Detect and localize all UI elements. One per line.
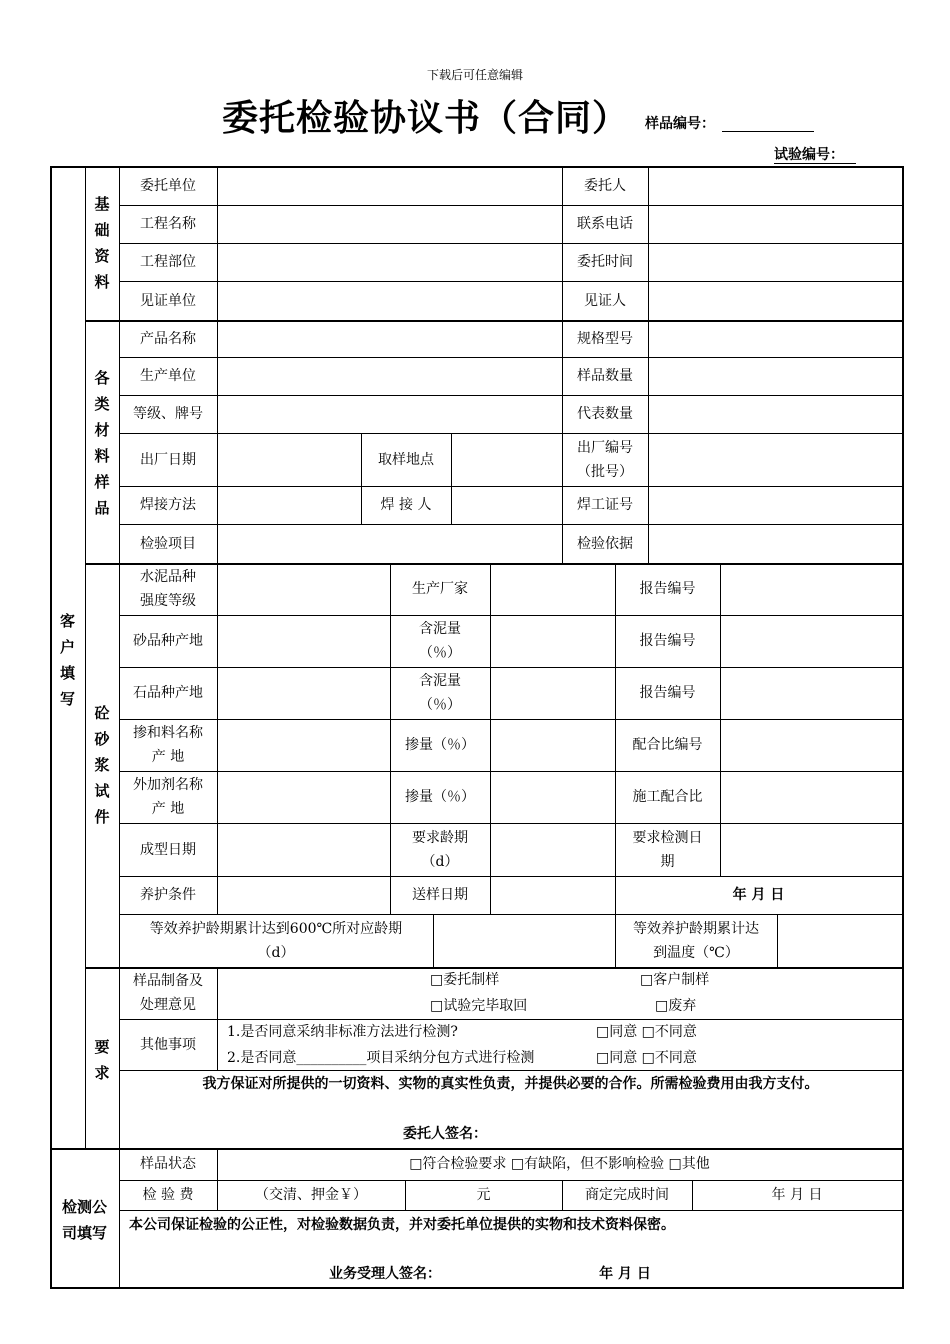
field-product_name[interactable] <box>217 320 562 357</box>
field-factory-date[interactable] <box>217 433 361 486</box>
label-product_name: 产品名称 <box>140 330 196 347</box>
label-admixture-material: 掺和料名称 产 地 <box>133 725 203 765</box>
label-sampling-place: 取样地点 <box>378 451 434 468</box>
field-equiv-temp[interactable] <box>777 914 902 967</box>
field-forming-date[interactable] <box>217 823 390 876</box>
choice-non-standard: □同意 □不同意 <box>596 1024 697 1040</box>
table-rule <box>50 1287 904 1289</box>
field-report-no-1[interactable] <box>720 615 902 667</box>
label-mud-content: 含泥量 （％） <box>419 673 461 713</box>
sample-status-options: □符合检验要求 □有缺陷，但不影响检验 □其他 <box>409 1156 710 1172</box>
option-client-prep: □委托制样 <box>430 972 500 988</box>
field-dosage-4[interactable] <box>490 771 615 823</box>
section-basic: 基 础 资 料 <box>94 194 110 291</box>
label-construction-ratio: 施工配合比 <box>632 789 703 805</box>
field-stone[interactable] <box>217 667 390 719</box>
label-equiv-temp: 等效养护龄期累计达 到温度（℃） <box>633 920 759 961</box>
agreed-time-value: 年 月 日 <box>771 1187 823 1203</box>
field-sampling-place[interactable] <box>451 433 562 486</box>
label-sample-status: 样品状态 <box>140 1156 196 1172</box>
label-other-matters: 其他事项 <box>140 1036 196 1053</box>
label-commission_time: 委托时间 <box>577 254 633 270</box>
label-welder-cert: 焊工证号 <box>577 497 633 513</box>
label-project_part: 工程部位 <box>140 254 196 270</box>
label-curing: 养护条件 <box>140 887 196 903</box>
section-lab: 检测公司填写 <box>62 1198 108 1242</box>
test-number-label: 试验编号： <box>774 147 844 163</box>
delivery-date-value: 年 月 日 <box>732 887 785 903</box>
field-test_basis[interactable] <box>648 524 902 563</box>
label-stone: 石品种产地 <box>133 685 203 701</box>
label-required-age: 要求龄期 （d） <box>412 829 468 870</box>
field-construction-ratio-4[interactable] <box>720 771 902 823</box>
fee-unit: 元 <box>476 1187 491 1203</box>
download-note: 下载后可任意编辑 <box>426 68 523 82</box>
label-dosage: 掺量（％） <box>405 789 475 805</box>
field-sand[interactable] <box>217 615 390 667</box>
label-sample_qty: 样品数量 <box>577 368 633 384</box>
field-mix-ratio-no-3[interactable] <box>720 719 902 771</box>
label-client: 委托人 <box>584 177 626 194</box>
label-forming-date: 成型日期 <box>140 841 196 858</box>
label-weld-method: 焊接方法 <box>140 497 196 513</box>
label-equiv-age: 等效养护龄期累计达到600℃所对应龄期 （d） <box>149 920 403 961</box>
section-concrete: 砼 砂 浆 试 件 <box>94 704 110 826</box>
client-signature-label: 委托人签名： <box>403 1126 487 1142</box>
label-sample-prep: 样品制备及 处理意见 <box>133 973 203 1013</box>
acceptor-signature-label: 业务受理人签名： <box>329 1265 441 1282</box>
field-witness_unit[interactable] <box>217 281 562 320</box>
label-producer: 生产厂家 <box>412 581 468 597</box>
field-weld-method[interactable] <box>217 486 361 524</box>
lab-statement: 本公司保证检验的公正性，对检验数据负责，并对委托单位提供的实物和技术资料保密。 <box>129 1217 675 1233</box>
question-non-standard: 1.是否同意采纳非标准方法进行检测? <box>227 1024 458 1040</box>
field-report-no-2[interactable] <box>720 667 902 719</box>
label-witness_unit: 见证单位 <box>140 292 196 309</box>
label-report-no: 报告编号 <box>639 685 696 701</box>
field-dosage-3[interactable] <box>490 719 615 771</box>
label-factory-no: 出厂编号 （批号） <box>577 439 633 480</box>
label-report-no: 报告编号 <box>639 581 696 597</box>
label-sand: 砂品种产地 <box>133 633 203 649</box>
field-curing[interactable] <box>217 876 390 914</box>
label-report-no: 报告编号 <box>639 633 696 649</box>
label-delivery-date: 送样日期 <box>412 887 468 903</box>
option-return: □试验完毕取回 <box>430 998 528 1014</box>
field-mud-content-2[interactable] <box>490 667 615 719</box>
fee-note: （交清、押金￥） <box>255 1187 367 1203</box>
acceptor-date: 年 月 日 <box>599 1265 651 1282</box>
question-subcontract: 2.是否同意__________项目采纳分包方式进行检测 <box>227 1049 535 1066</box>
section-customer: 客 户 填 写 <box>59 612 75 708</box>
field-client_unit[interactable] <box>217 166 562 205</box>
label-spec_model: 规格型号 <box>577 330 633 347</box>
label-factory-date: 出厂日期 <box>140 451 196 468</box>
field-client[interactable] <box>648 166 902 205</box>
label-welder: 焊 接 人 <box>380 497 432 513</box>
field-cement[interactable] <box>217 563 390 615</box>
page-title: 委托检验协议书（合同） <box>222 97 630 139</box>
label-client_unit: 委托单位 <box>140 177 196 194</box>
label-cement: 水泥品种 强度等级 <box>140 569 196 609</box>
field-mud-content-1[interactable] <box>490 615 615 667</box>
field-project_part[interactable] <box>217 243 562 281</box>
field-welder[interactable] <box>451 486 562 524</box>
label-test_items: 检验项目 <box>140 535 196 552</box>
label-test_basis: 检验依据 <box>577 535 633 552</box>
label-mix-ratio-no: 配合比编号 <box>632 737 703 753</box>
field-project_name[interactable] <box>217 205 562 243</box>
label-additive: 外加剂名称 产 地 <box>133 777 203 817</box>
field-admixture-material[interactable] <box>217 719 390 771</box>
field-producer-0[interactable] <box>490 563 615 615</box>
label-project_name: 工程名称 <box>140 216 196 232</box>
label-fee: 检 验 费 <box>142 1187 194 1203</box>
field-commission_time[interactable] <box>648 243 902 281</box>
field-required-test-date-5[interactable] <box>720 823 902 876</box>
label-grade_brand: 等级、牌号 <box>133 406 203 422</box>
label-agreed-time: 商定完成时间 <box>585 1187 669 1203</box>
guarantee-statement: 我方保证对所提供的一切资料、实物的真实性负责，并提供必要的合作。所需检验费用由我方支付。 <box>202 1076 819 1092</box>
label-required-test-date: 要求检测日 期 <box>632 829 703 870</box>
field-witness[interactable] <box>648 281 902 320</box>
field-grade_brand[interactable] <box>217 395 562 433</box>
field-report-no-0[interactable] <box>720 563 902 615</box>
field-additive[interactable] <box>217 771 390 823</box>
field-factory-no[interactable] <box>648 433 902 486</box>
label-manufacturer: 生产单位 <box>140 368 196 384</box>
option-discard: □废弃 <box>655 998 697 1014</box>
sample-number-label: 样品编号： <box>645 116 715 132</box>
label-mud-content: 含泥量 （％） <box>419 621 461 661</box>
label-phone: 联系电话 <box>577 216 633 232</box>
section-requirements: 要 求 <box>94 1038 110 1082</box>
option-customer-prep: □客户制样 <box>640 972 710 988</box>
choice-subcontract: □同意 □不同意 <box>596 1049 697 1066</box>
label-dosage: 掺量（％） <box>405 737 475 753</box>
field-sample_qty[interactable] <box>648 357 902 395</box>
section-material: 各 类 材 料 样 品 <box>94 368 110 517</box>
field-manufacturer[interactable] <box>217 357 562 395</box>
field-test_items[interactable] <box>217 524 562 563</box>
label-witness: 见证人 <box>584 292 626 309</box>
field-required-age-5[interactable] <box>490 823 615 876</box>
table-rule <box>902 166 904 1289</box>
field-represent_qty[interactable] <box>648 395 902 433</box>
field-welder-cert[interactable] <box>648 486 902 524</box>
field-spec_model[interactable] <box>648 320 902 357</box>
field-phone[interactable] <box>648 205 902 243</box>
label-represent_qty: 代表数量 <box>577 406 633 422</box>
field-equiv-age[interactable] <box>433 914 615 967</box>
